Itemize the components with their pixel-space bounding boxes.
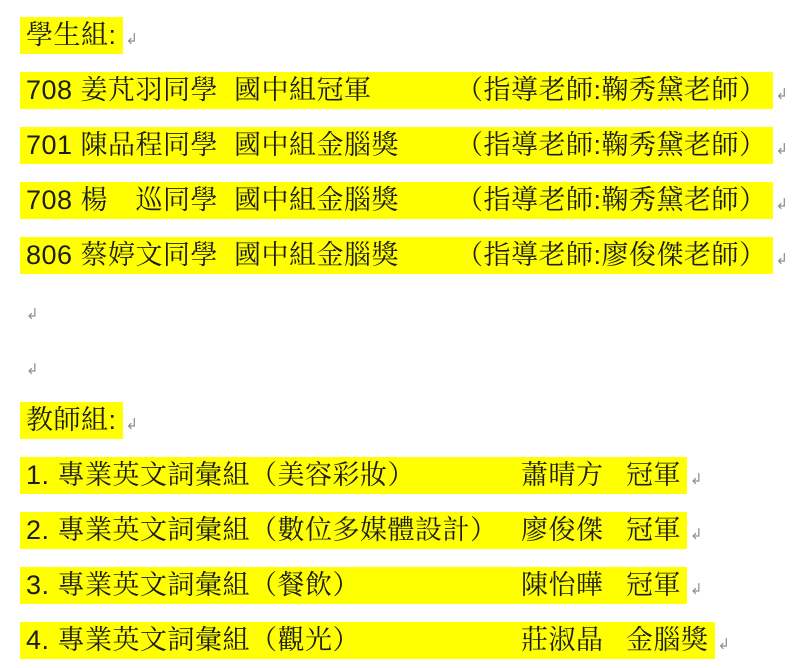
student-result: 806 蔡婷文同學 國中組金腦獎 xyxy=(26,239,400,270)
paragraph-mark-icon: ↲ xyxy=(717,635,731,653)
teacher-award: 冠軍 xyxy=(626,459,681,490)
student-advisor: （指導老師:鞠秀黛老師） xyxy=(456,129,767,160)
paragraph-mark-icon: ↲ xyxy=(690,580,703,598)
teacher-award: 冠軍 xyxy=(626,569,681,600)
teacher-row xyxy=(20,448,800,503)
paragraph-mark-icon: ↲ xyxy=(690,525,703,543)
paragraph-mark-icon: ↲ xyxy=(775,85,789,103)
teacher-row xyxy=(20,558,800,613)
student-advisor: （指導老師:鞠秀黛老師） xyxy=(456,74,767,105)
paragraph-mark-icon: ↲ xyxy=(775,250,789,268)
teacher-award: 冠軍 xyxy=(626,514,681,545)
teacher-section-header-line xyxy=(20,393,800,448)
teacher-name: 蕭晴方 xyxy=(521,459,604,490)
student-row xyxy=(20,63,800,118)
empty-paragraph xyxy=(20,283,800,338)
teacher-section-header: 教師組: xyxy=(20,402,123,440)
teacher-name: 莊淑晶 xyxy=(521,624,604,655)
teacher-category: 4. 專業英文詞彙組（觀光） xyxy=(26,624,361,655)
paragraph-mark-icon: ↲ xyxy=(690,470,703,488)
teacher-category: 2. 專業英文詞彙組（數位多媒體設計） xyxy=(26,514,498,545)
paragraph-mark-icon: ↲ xyxy=(775,140,789,158)
teacher-award: 金腦獎 xyxy=(626,624,709,655)
student-section-header-line xyxy=(20,8,800,63)
student-row xyxy=(20,118,800,173)
student-section-header: 學生組: xyxy=(20,17,123,55)
teacher-name: 廖俊傑 xyxy=(521,514,604,545)
student-row xyxy=(20,173,800,228)
paragraph-mark-icon: ↲ xyxy=(26,360,39,378)
paragraph-mark-icon: ↲ xyxy=(125,415,139,433)
teacher-category: 3. 專業英文詞彙組（餐飲） xyxy=(26,569,361,600)
student-row xyxy=(20,228,800,283)
empty-paragraph xyxy=(20,338,800,393)
teacher-name: 陳怡曄 xyxy=(521,569,604,600)
student-result: 708 楊 巡同學 國中組金腦獎 xyxy=(26,184,400,215)
teacher-row xyxy=(20,613,800,668)
student-result: 701 陳品程同學 國中組金腦獎 xyxy=(26,129,400,160)
student-result: 708 姜芃羽同學 國中組冠軍 xyxy=(26,74,372,105)
teacher-row xyxy=(20,503,800,558)
paragraph-mark-icon: ↲ xyxy=(775,195,789,213)
student-advisor: （指導老師:廖俊傑老師） xyxy=(456,239,767,270)
paragraph-mark-icon: ↲ xyxy=(125,30,139,48)
paragraph-mark-icon: ↲ xyxy=(26,305,39,323)
teacher-category: 1. 專業英文詞彙組（美容彩妝） xyxy=(26,459,416,490)
student-advisor: （指導老師:鞠秀黛老師） xyxy=(456,184,767,215)
